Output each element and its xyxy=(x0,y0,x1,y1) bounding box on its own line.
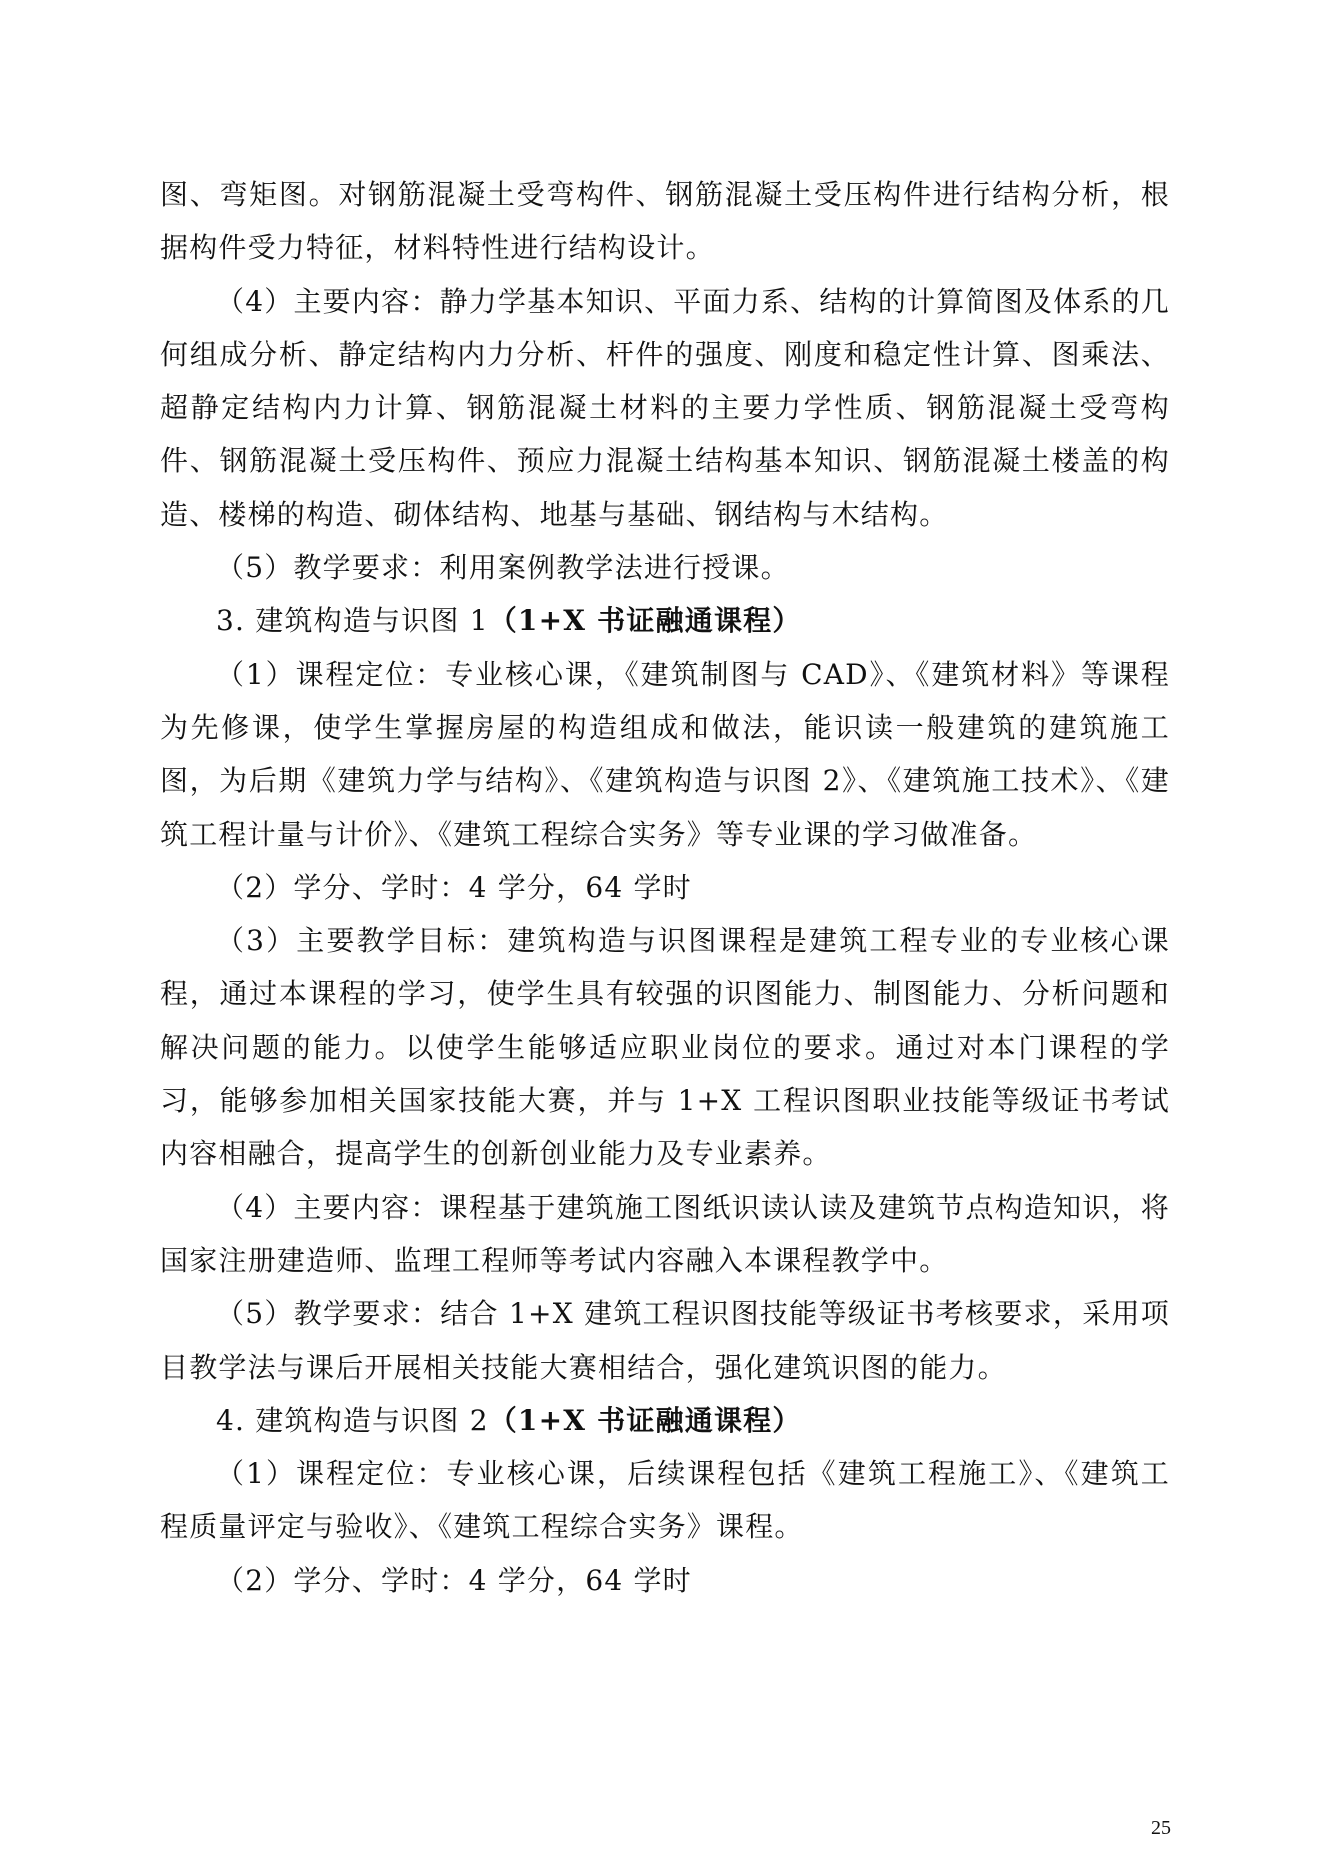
section-3-main-content: （4）主要内容：课程基于建筑施工图纸识读认读及建筑节点构造知识，将国家注册建造师、监理工程师等考试内容融入本课程教学中。 xyxy=(160,1190,1170,1277)
section-3-title: 3. 建筑构造与识图 1 xyxy=(216,604,489,638)
section-4-heading xyxy=(160,1394,1170,1447)
paragraph-teaching-requirements: （5）教学要求：利用案例教学法进行授课。 xyxy=(216,551,790,585)
section-3-course-positioning: （1）课程定位：专业核心课，《建筑制图与 CAD》、《建筑材料》等课程为先修课，使学生掌握房屋的构造组成和做法，能识读一般建筑的建筑施工图，为后期《建筑力学与结构》、《建筑构造与识图 2》、《建筑施工技术》、《建筑工程计量与计价》、《建筑工程综合实务》等专业课的学习做准备。 xyxy=(160,657,1170,851)
page-body xyxy=(160,168,1170,1607)
section-4-credits-hours: （2）学分、学时：4 学分，64 学时 xyxy=(216,1563,692,1597)
section-4-title: 4. 建筑构造与识图 2 xyxy=(216,1403,489,1437)
section-3-credits-hours: （2）学分、学时：4 学分，64 学时 xyxy=(216,870,692,904)
section-3-teaching-requirements: （5）教学要求：结合 1+X 建筑工程识图技能等级证书考核要求，采用项目教学法与课后开展相关技能大赛相结合，强化建筑识图的能力。 xyxy=(160,1297,1170,1384)
page-number: 25 xyxy=(1151,1817,1171,1839)
section-4-course-positioning: （1）课程定位：专业核心课，后续课程包括《建筑工程施工》、《建筑工程质量评定与验收》、《建筑工程综合实务》课程。 xyxy=(160,1457,1170,1544)
section-3-tag: （1+X 书证融通课程） xyxy=(488,604,802,638)
section-3-heading xyxy=(160,594,1170,647)
section-4-tag: （1+X 书证融通课程） xyxy=(488,1403,802,1437)
paragraph-continued: 图、弯矩图。对钢筋混凝土受弯构件、钢筋混凝土受压构件进行结构分析，根据构件受力特征，材料特性进行结构设计。 xyxy=(160,178,1170,265)
section-3-teaching-goals: （3）主要教学目标：建筑构造与识图课程是建筑工程专业的专业核心课程，通过本课程的学习，使学生具有较强的识图能力、制图能力、分析问题和解决问题的能力。以使学生能够适应职业岗位的要求。通过对本门课程的学习，能够参加相关国家技能大赛，并与 1+X 工程识图职业技能等级证书考试内容相融合，提高学生的创新创业能力及专业素养。 xyxy=(160,924,1170,1171)
paragraph-main-content: （4）主要内容：静力学基本知识、平面力系、结构的计算简图及体系的几何组成分析、静定结构内力分析、杆件的强度、刚度和稳定性计算、图乘法、超静定结构内力计算、钢筋混凝土材料的主要力学性质、钢筋混凝土受弯构件、钢筋混凝土受压构件、预应力混凝土结构基本知识、钢筋混凝土楼盖的构造、楼梯的构造、砌体结构、地基与基础、钢结构与木结构。 xyxy=(160,284,1170,531)
